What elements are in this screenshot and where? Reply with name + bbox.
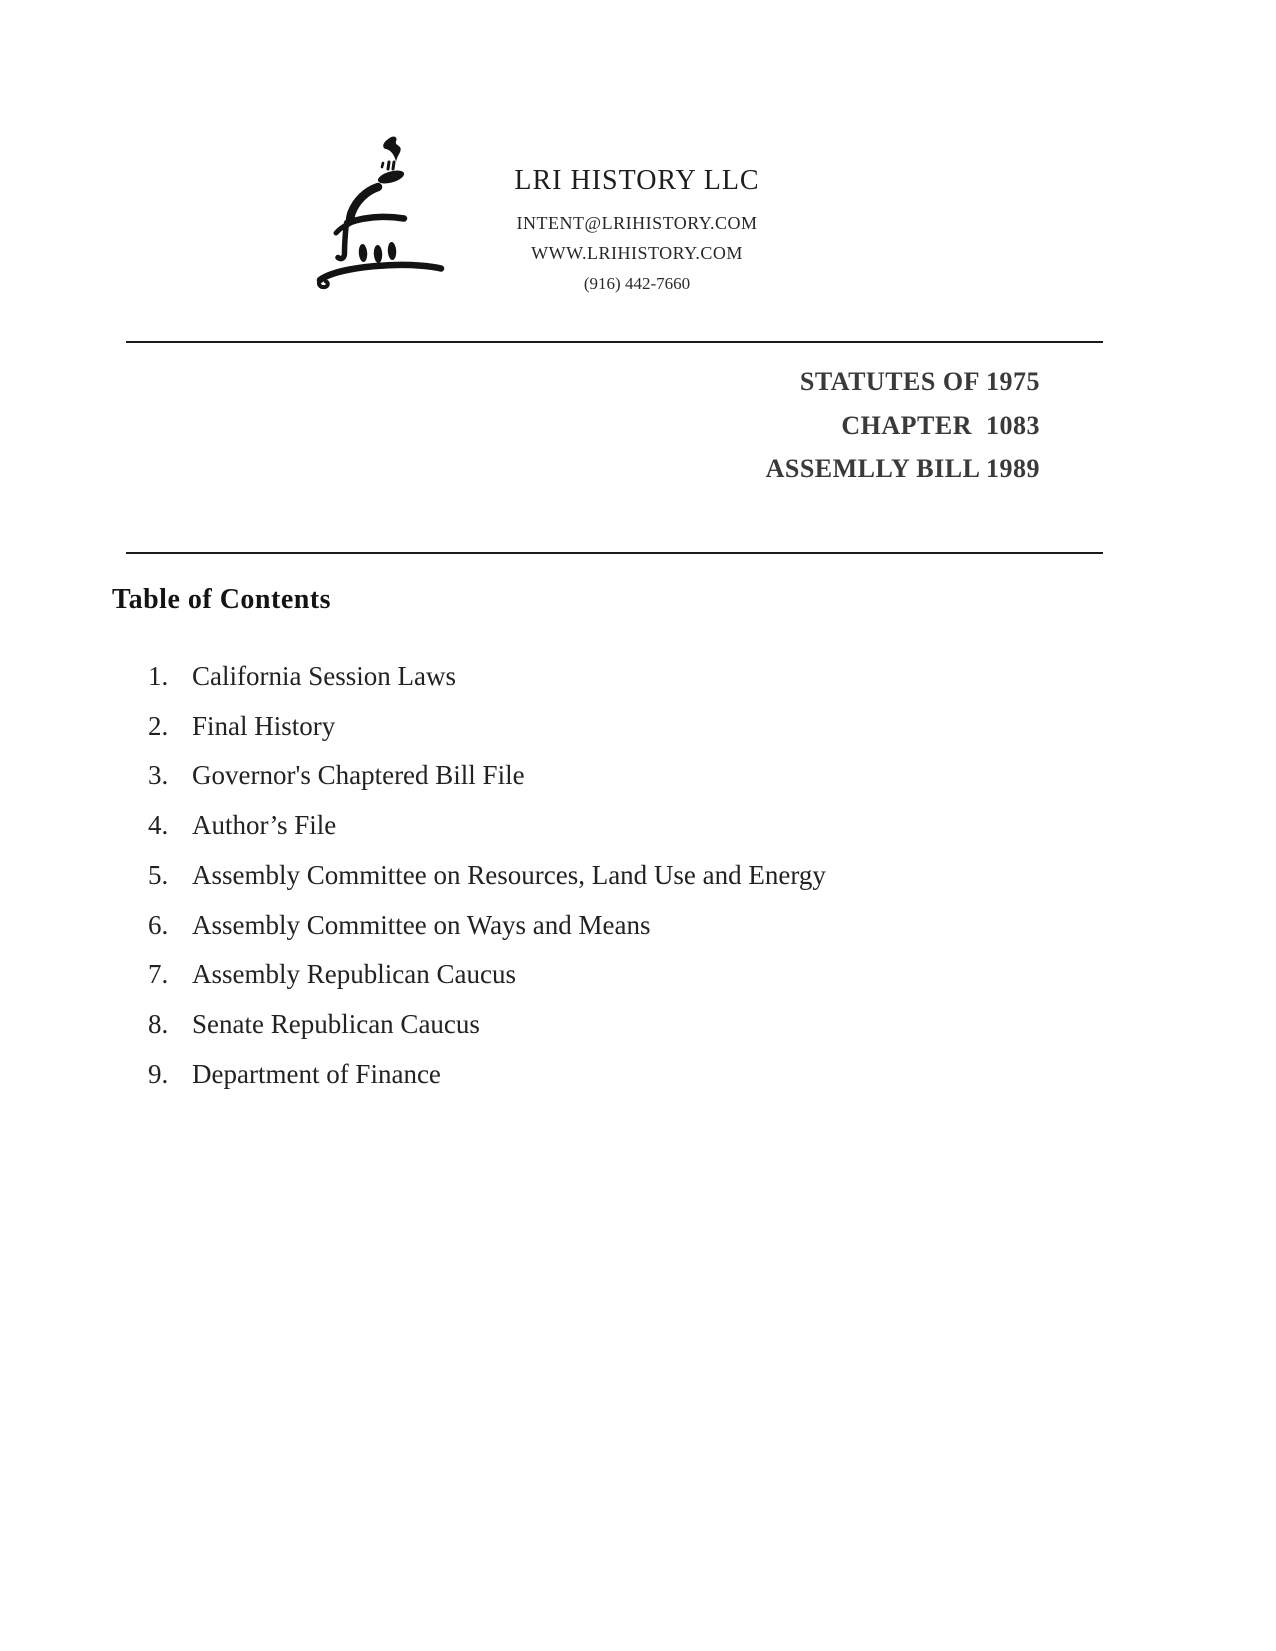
toc-item xyxy=(148,1000,826,1050)
toc-item-number: 7. xyxy=(148,959,169,990)
bill-line: ASSEMLLY BILL 1989 xyxy=(765,454,1040,483)
statutes-line: STATUTES OF 1975 xyxy=(799,367,1040,396)
toc-item xyxy=(148,702,826,752)
toc-item xyxy=(148,801,826,851)
toc-item-label: Assembly Committee on Resources, Land Use and Energy xyxy=(192,859,826,890)
toc-item-number: 9. xyxy=(148,1058,169,1089)
toc-item-label: California Session Laws xyxy=(192,661,456,691)
toc-item-number: 3. xyxy=(148,760,169,791)
toc-item-label: Assembly Republican Caucus xyxy=(192,959,516,990)
toc-item xyxy=(148,851,826,901)
toc-item xyxy=(148,901,826,951)
company-name: LRI HISTORY LLC xyxy=(514,165,760,196)
toc-heading: Table of Contents xyxy=(112,584,332,615)
toc-item-number: 8. xyxy=(148,1008,169,1039)
toc-item xyxy=(148,950,826,1000)
letterhead xyxy=(437,167,837,292)
toc-list xyxy=(148,652,826,1099)
divider-bottom xyxy=(126,552,1103,554)
toc-item-label: Assembly Committee on Ways and Means xyxy=(192,909,651,940)
toc-item xyxy=(148,751,826,801)
case-reference xyxy=(766,360,1040,491)
divider-top xyxy=(126,341,1103,343)
toc-item xyxy=(148,652,826,702)
toc-item-label: Final History xyxy=(192,710,336,741)
capitol-dome-icon xyxy=(308,134,456,294)
toc-item-number: 2. xyxy=(148,710,169,741)
toc-item-number: 5. xyxy=(148,859,169,890)
toc-item-label: Author’s File xyxy=(192,810,337,841)
toc-item xyxy=(148,1050,826,1100)
chapter-line: CHAPTER 1083 xyxy=(841,410,1040,440)
toc-item-label: Senate Republican Caucus xyxy=(192,1008,480,1039)
company-email: INTENT@LRIHISTORY.COM xyxy=(516,213,758,233)
toc-item-label: Department of Finance xyxy=(192,1058,441,1089)
toc-item-label: Governor's Chaptered Bill File xyxy=(192,760,525,791)
company-website: WWW.LRIHISTORY.COM xyxy=(531,243,743,263)
toc-item-number: 1. xyxy=(148,661,169,691)
toc-item-number: 4. xyxy=(148,810,169,841)
toc-item-number: 6. xyxy=(148,909,169,940)
company-phone: (916) 442-7660 xyxy=(583,274,691,293)
